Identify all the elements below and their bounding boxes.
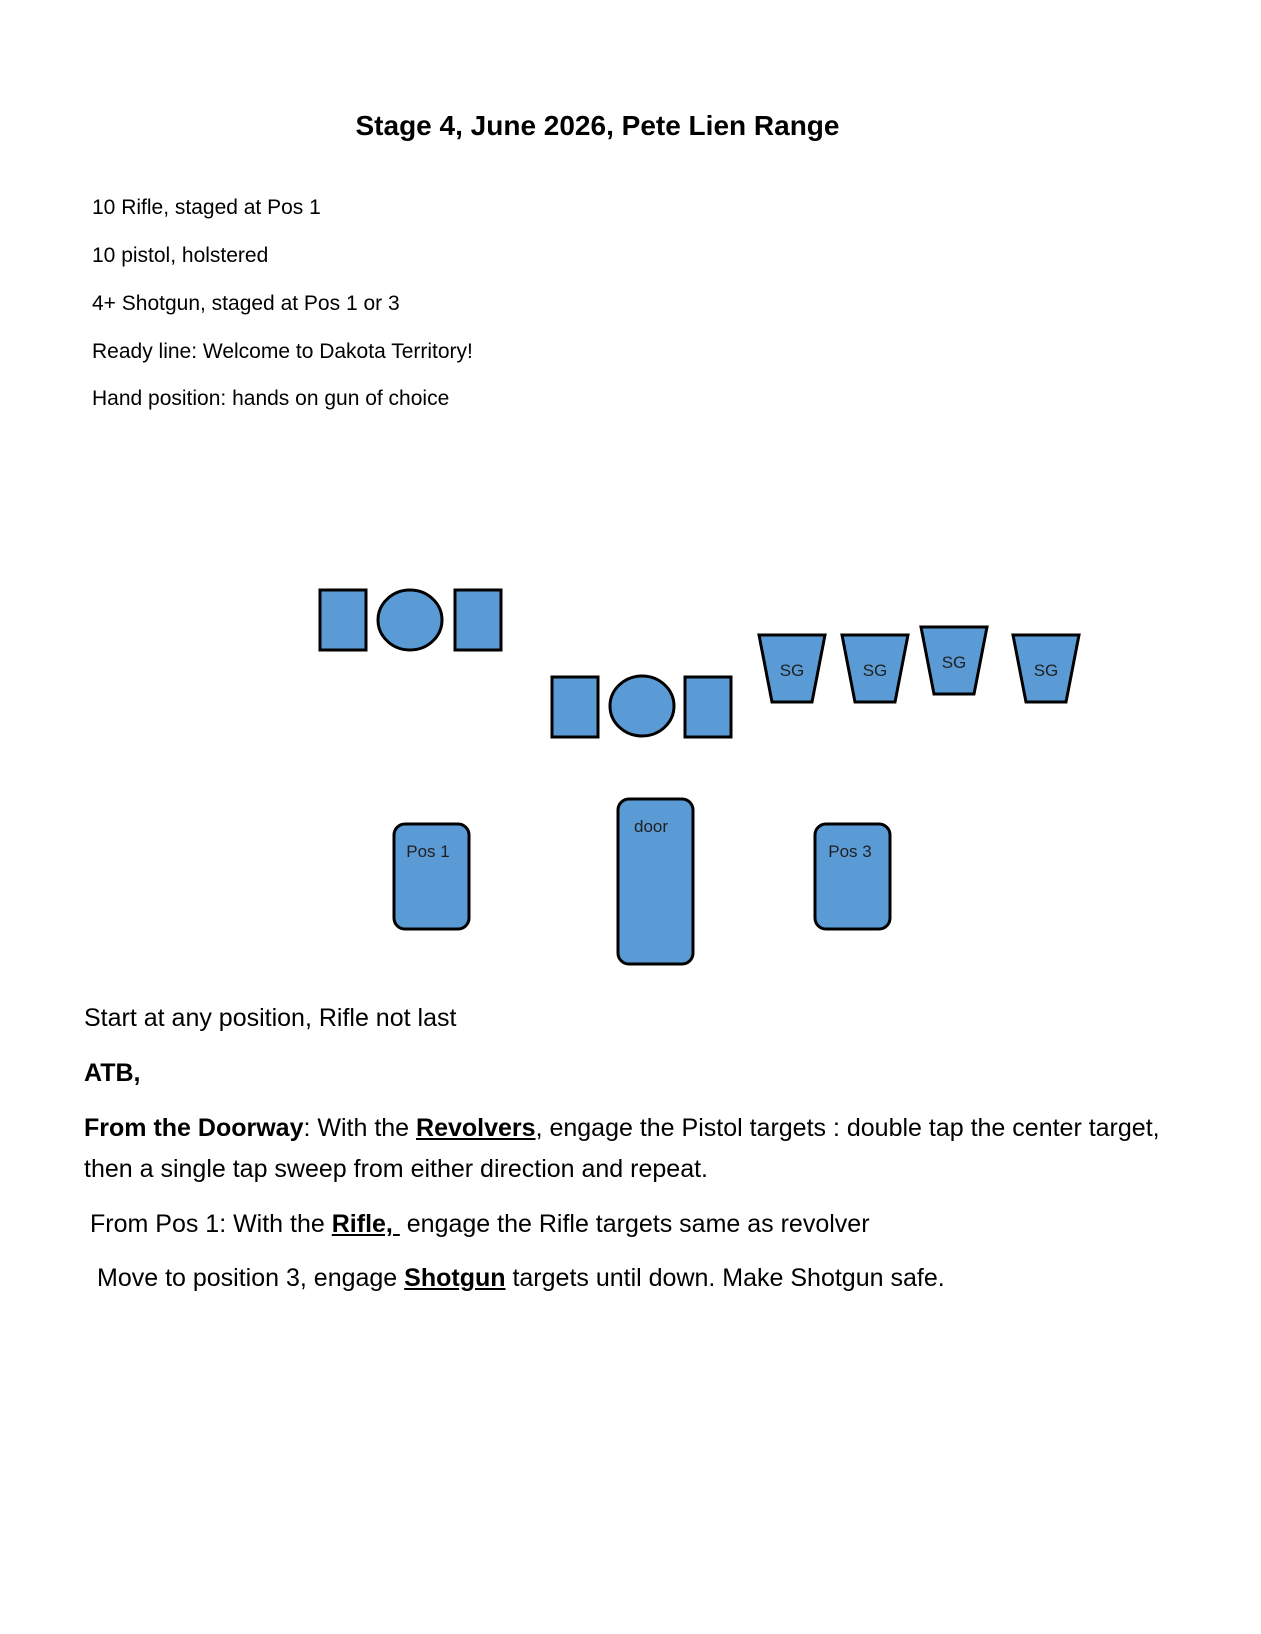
doorway-gun: Revolvers xyxy=(416,1114,536,1142)
pos3-text-2: targets until down. Make Shotgun safe. xyxy=(505,1264,945,1292)
door-label: door xyxy=(633,817,669,836)
atb-label: ATB, xyxy=(84,1059,141,1087)
spec-ready-line: Ready line: Welcome to Dakota Territory! xyxy=(92,340,473,363)
shotgun-target-1-label: SG xyxy=(779,661,805,680)
shotgun-target-2-label: SG xyxy=(862,661,888,680)
doorway-text-2: , engage the Pistol targets : double tap the center target, then a single tap sweep from either direction and repeat. xyxy=(84,1114,1160,1183)
pos1-instruction xyxy=(90,1204,1200,1245)
doorway-instruction xyxy=(84,1108,1194,1190)
start-instruction: Start at any position, Rifle not last xyxy=(84,1004,457,1032)
position-3-label: Pos 3 xyxy=(828,842,872,861)
spec-shotgun: 4+ Shotgun, staged at Pos 1 or 3 xyxy=(92,292,400,315)
shotgun-target-4-label: SG xyxy=(1033,661,1059,680)
pos3-gun: Shotgun xyxy=(404,1264,506,1292)
rifle-target-square-right xyxy=(455,590,501,650)
pistol-target-square-right xyxy=(685,677,731,737)
shotgun-target-3-label: SG xyxy=(941,653,967,672)
pos1-gun: Rifle, xyxy=(331,1210,400,1238)
pos1-text-2: engage the Rifle targets same as revolver xyxy=(399,1210,870,1238)
pistol-target-square-left xyxy=(552,677,598,737)
pistol-target-circle xyxy=(610,676,674,736)
spec-rifle: 10 Rifle, staged at Pos 1 xyxy=(92,196,321,219)
pos3-text-1: Move to position 3, engage xyxy=(97,1264,405,1292)
rifle-target-square-left xyxy=(320,590,366,650)
spec-pistol: 10 pistol, holstered xyxy=(92,244,269,267)
doorway-text-1: : With the xyxy=(303,1114,417,1142)
doorway-lead: From the Doorway xyxy=(84,1114,304,1142)
spec-hand-position: Hand position: hands on gun of choice xyxy=(92,387,450,410)
position-1 xyxy=(394,824,469,929)
rifle-target-circle xyxy=(378,590,442,650)
pos3-instruction xyxy=(97,1258,1207,1299)
position-3 xyxy=(815,824,890,929)
pos1-text-1: From Pos 1: With the xyxy=(90,1210,332,1238)
position-1-label: Pos 1 xyxy=(406,842,450,861)
page-title: Stage 4, June 2026, Pete Lien Range xyxy=(355,110,840,141)
